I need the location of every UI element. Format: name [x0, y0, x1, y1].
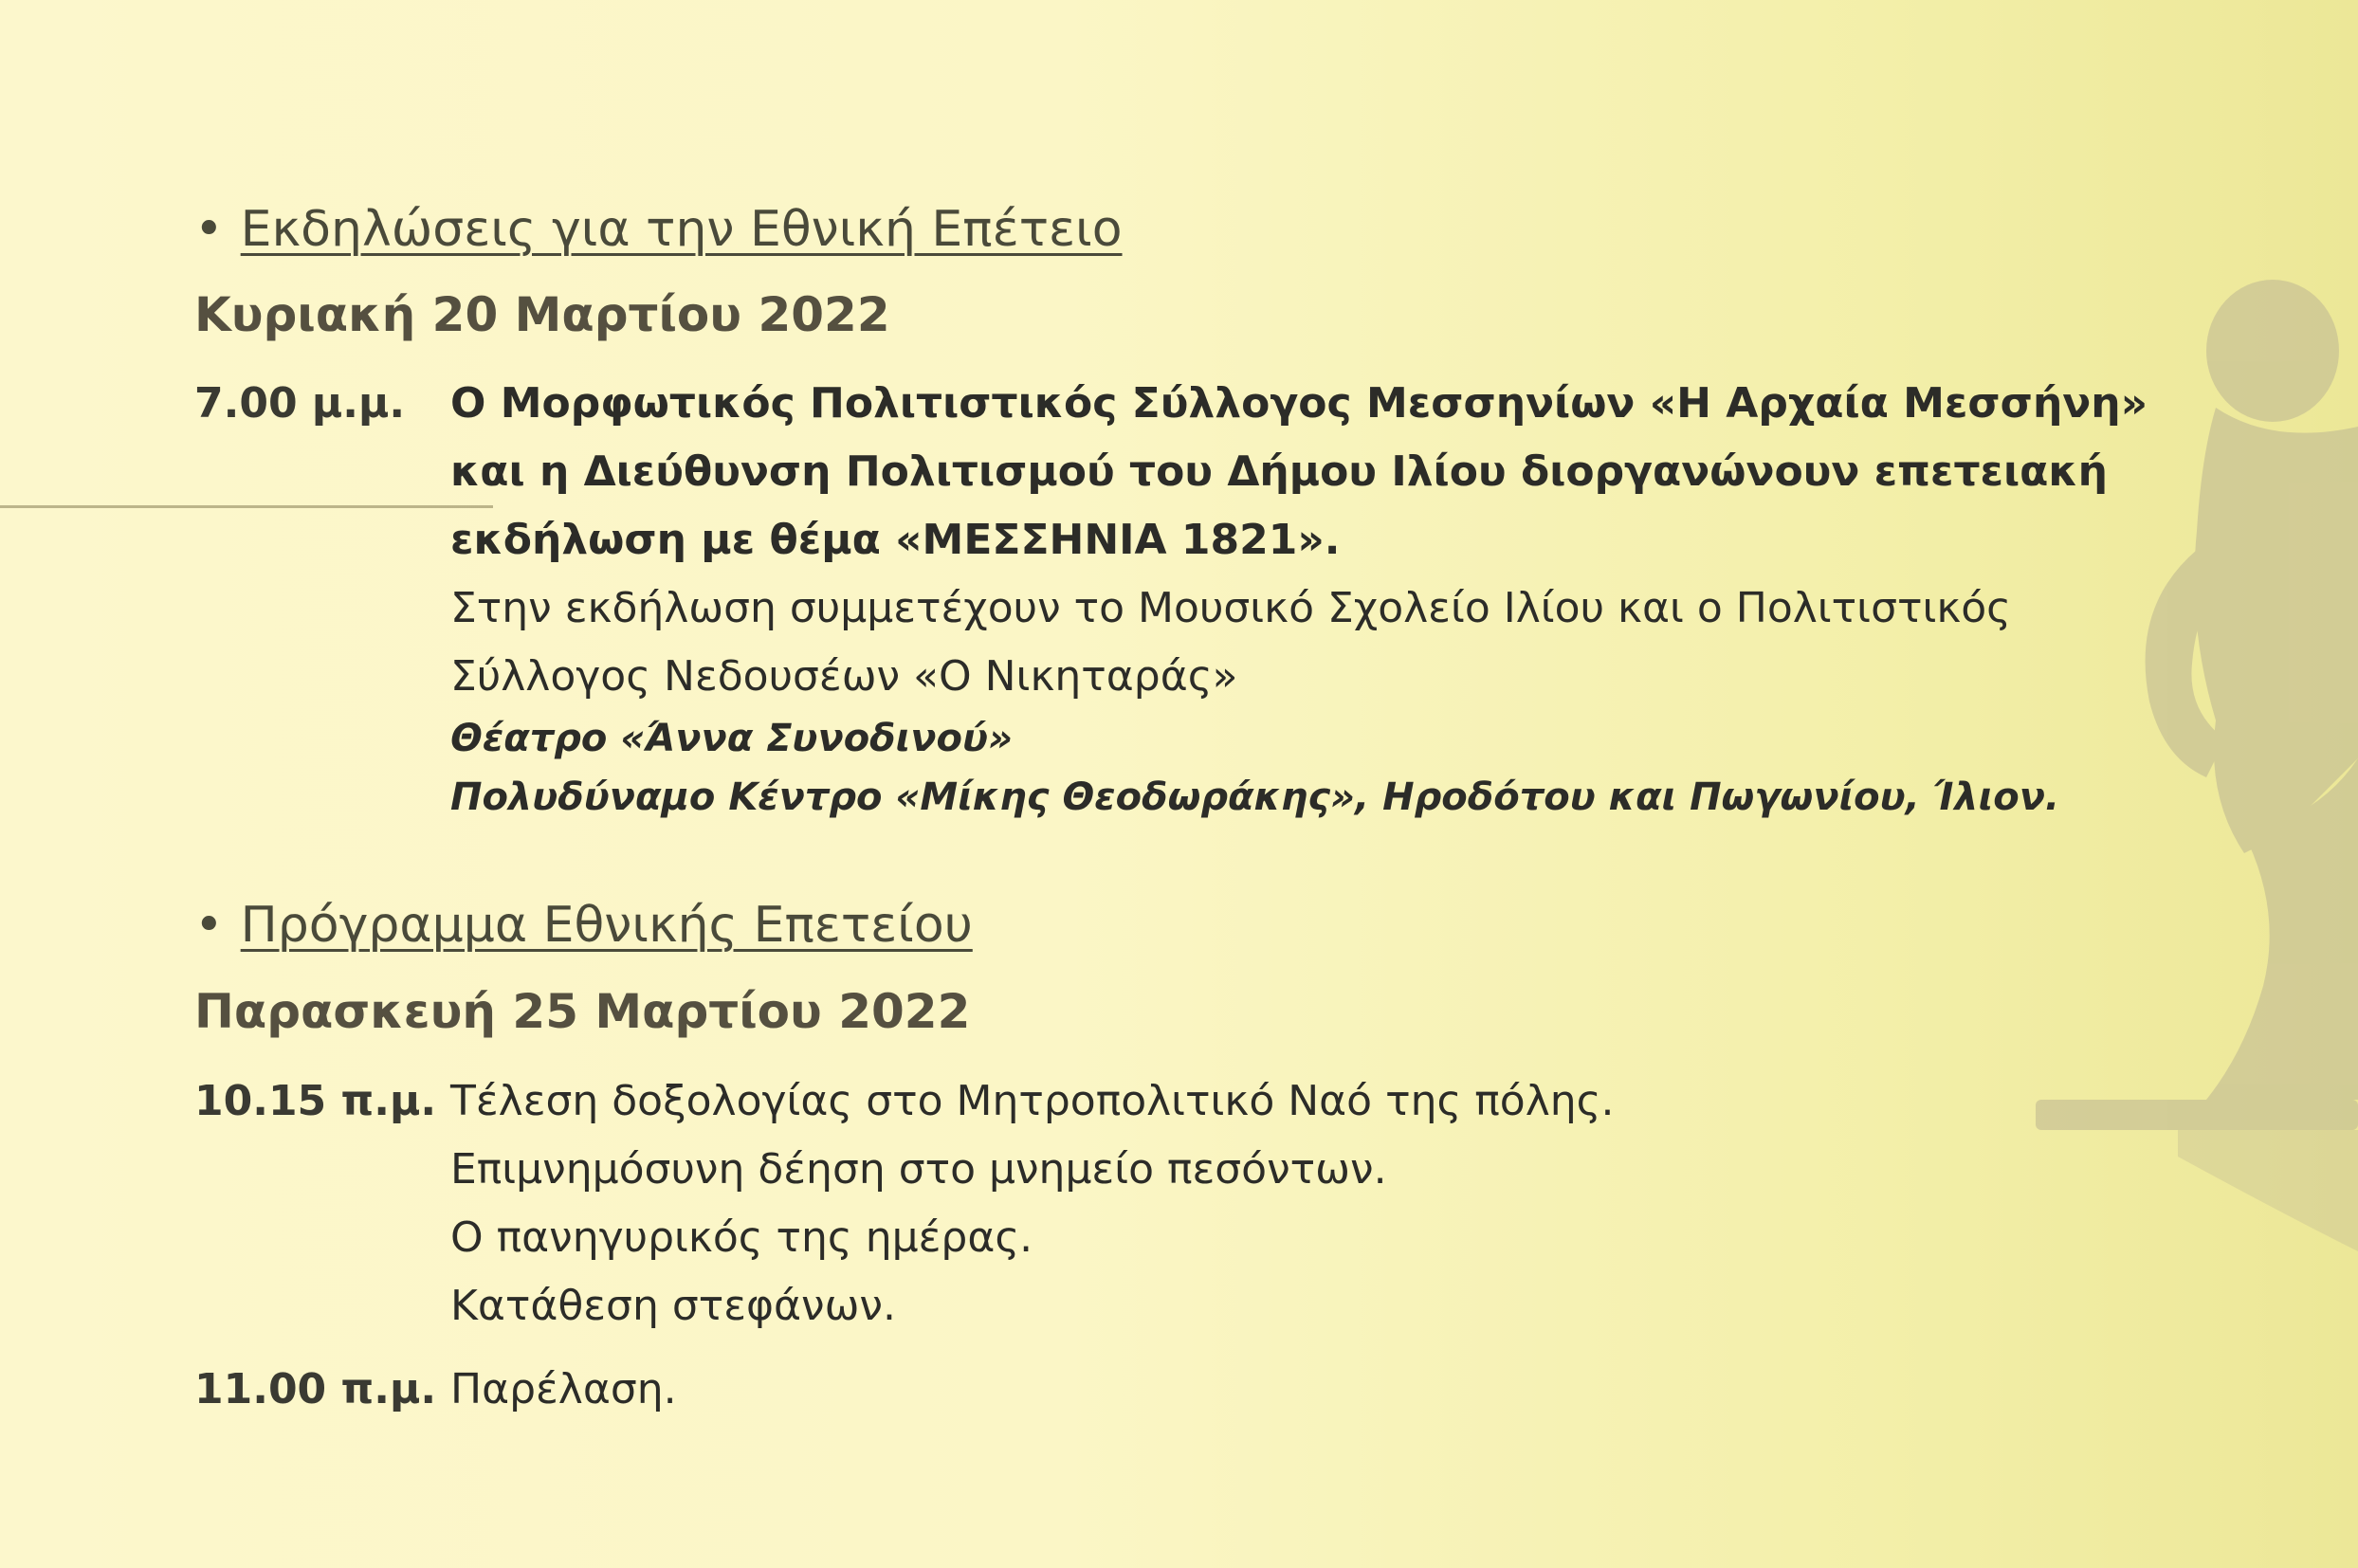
section2-title: [194, 897, 973, 954]
section2-line: Ο πανηγυρικός της ημέρας.: [450, 1213, 1033, 1262]
section1-line: εκδήλωση με θέμα «ΜΕΣΣΗΝΙΑ 1821».: [450, 516, 1341, 564]
address-line: Πολυδύναμο Κέντρο «Μίκης Θεοδωράκης», Ηροδότου και Πωγωνίου, Ίλιον.: [450, 775, 2060, 819]
section2-time2: 11.00 π.μ.: [194, 1365, 437, 1413]
section2-line: Επιμνημόσυνη δέηση στο μνημείο πεσόντων.: [450, 1145, 1387, 1194]
section1-time: 7.00 μ.μ.: [194, 379, 406, 428]
section1-line: Ο Μορφωτικός Πολιτιστικός Σύλλογος Μεσσηνίων «Η Αρχαία Μεσσήνη»: [450, 379, 2148, 428]
section2-line: Παρέλαση.: [450, 1365, 677, 1413]
section2-day: Παρασκευή 25 Μαρτίου 2022: [194, 984, 971, 1039]
section2-time1: 10.15 π.μ.: [194, 1077, 437, 1125]
venue-line: Θέατρο «Άννα Συνοδινού»: [450, 717, 1013, 760]
section2-title-text: Πρόγραμμα Εθνικής Επετείου: [240, 897, 973, 954]
section2-line: Κατάθεση στεφάνων.: [450, 1282, 896, 1330]
section1-line: Σύλλογος Νεδουσέων «Ο Νικηταράς»: [450, 652, 1238, 701]
bullet-icon: •: [194, 897, 224, 954]
bullet-icon: •: [194, 201, 224, 258]
section1-line: και η Διεύθυνση Πολιτισμού του Δήμου Ιλίου διοργανώνουν επετειακή: [450, 447, 2108, 496]
section1-title: [194, 201, 1123, 258]
section1-line: Στην εκδήλωση συμμετέχουν το Μουσικό Σχολείο Ιλίου και ο Πολιτιστικός: [450, 584, 2012, 632]
section1-day: Κυριακή 20 Μαρτίου 2022: [194, 287, 890, 342]
section2-line: Τέλεση δοξολογίας στο Μητροπολιτικό Ναό της πόλης.: [450, 1077, 1615, 1125]
section1-title-text: Εκδηλώσεις για την Εθνική Επέτειο: [240, 201, 1123, 258]
